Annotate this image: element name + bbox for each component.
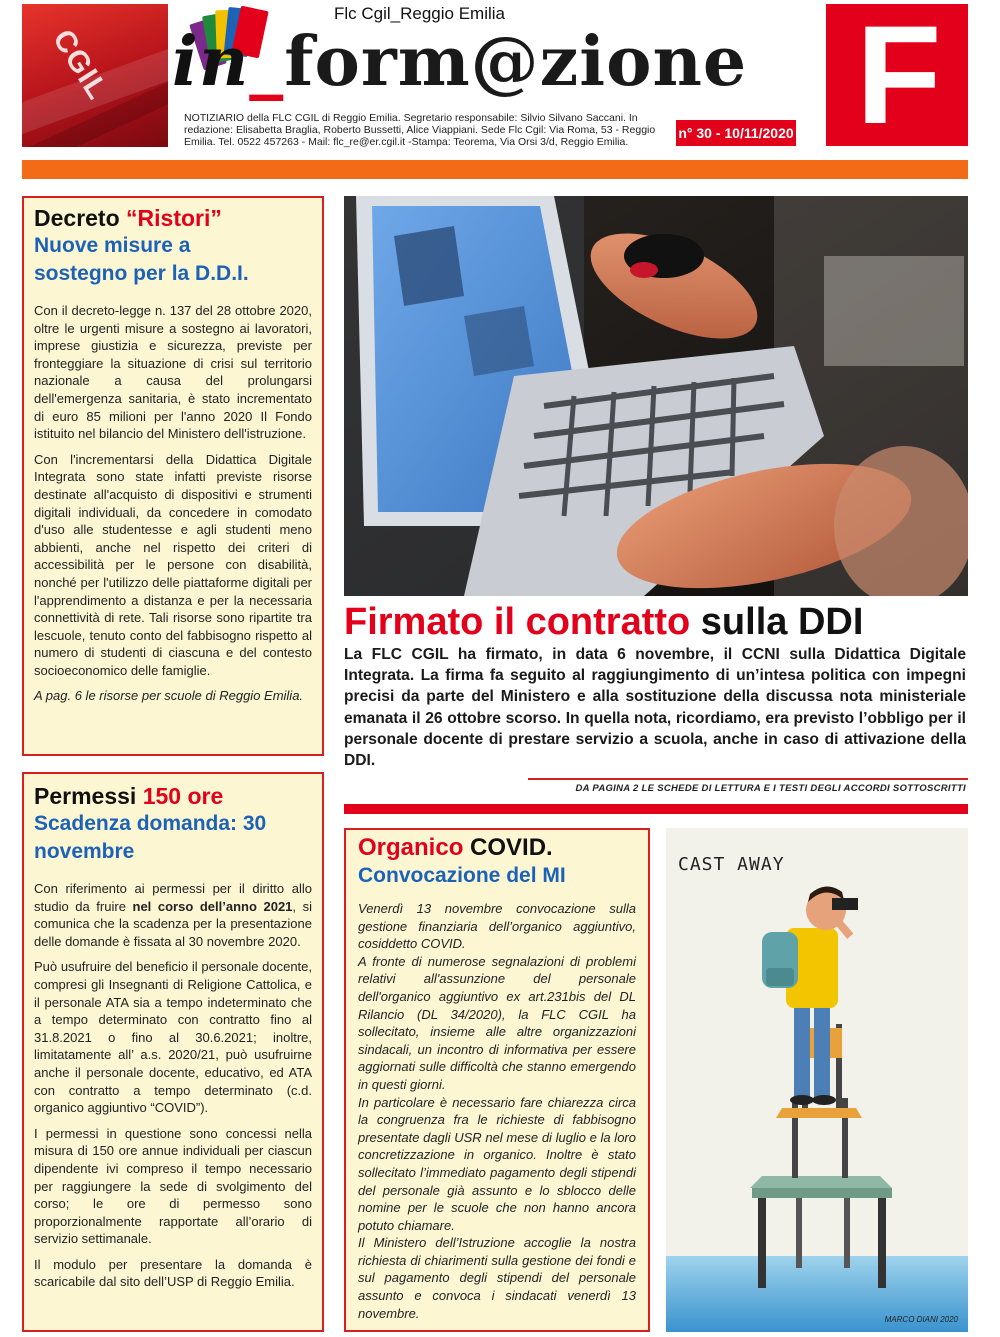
- covid-paragraph: Venerdì 13 novembre convocazione sulla gestione finanziaria dell’organico aggiuntivo, cosiddetto COVID.: [358, 901, 636, 952]
- cartoon-signature: MARCO DIANI 2020: [884, 1315, 958, 1324]
- permessi-paragraph: I permessi in questione sono concessi nella misura di 150 ore annue individuali per ciascun dipendente ivi compreso il tempo necessario per raggiungere la sede di svolgimento del corso; le ore di permesso sono proporzionalmente rapportate all’orario di servizio settimanale.: [34, 1125, 312, 1247]
- covid-subtitle: Convocazione del MI: [358, 864, 566, 887]
- main-headline: Firmato il contratto sulla DDI: [344, 601, 864, 643]
- continued-note: DA PAGINA 2 LE SCHEDE DI LETTURA E I TESTI DEGLI ACCORDI SOTTOSCRITTI: [575, 783, 966, 794]
- ristori-box: [22, 196, 324, 756]
- permessi-box: [22, 772, 324, 1332]
- permessi-paragraph: Il modulo per presentare la domanda è scaricabile dal sito dell’USP di Reggio Emilia.: [34, 1256, 312, 1290]
- flag-text: CGIL: [46, 23, 115, 106]
- issue-badge: n° 30 - 10/11/2020: [676, 120, 796, 146]
- org-line: Flc Cgil_Reggio Emilia: [334, 4, 506, 23]
- ristori-paragraph: Con il decreto-legge n. 137 del 28 ottobre 2020, oltre le urgenti misure a sostegno ai lavoratori, imprese giustizia e sicurezza, previste per fronteggiare la situazione di crisi sul territorio nazionale a causa del prolungarsi dell'emergenza sanitaria, è stato incrementato di euro 85 milioni per l'anno 2020 Il Fondo istituito nel bilancio del Ministero dell'istruzione.: [34, 303, 312, 442]
- main-lead: La FLC CGIL ha firmato, in data 6 novembre, il CCNI sulla Didattica Digitale Integrata. La firma fa seguito al raggiungimento di un’intesa politica con impegni precisi da parte del Ministero e alla sostituzione della discussa nota ministeriale emanata il 26 ottobre scorso. In quella nota, ricordiamo, era previsto l’obbligo per il personale docente di prestare servizio a scuola, anche in caso di attivazione della DDI.: [344, 646, 966, 770]
- masthead-in: in: [172, 22, 250, 102]
- divider: [528, 778, 968, 780]
- masthead-info: NOTIZIARIO della FLC CGIL di Reggio Emilia. Segretario responsabile: Silvio Silvano Saccani. In redazione: Elisabetta Braglia, Roberto Bussetti, Alice Viappiani. Sede Flc Cgil: Via Roma, 53 - Reggio Emilia. Tel. 0522 457263 - Mail: flc_re@er.cgil.it -Stampa: Teorema, Via Orsi 3/d, Reggio Emilia.: [184, 112, 656, 148]
- cast-away-cartoon: [666, 828, 968, 1332]
- covid-paragraph: Il Ministero dell’Istruzione accoglie la nostra richiesta di chiarimenti sulla gestione dei fondi e sul pagamento degli stipendi del personale assunto e convoca i sindacati venerdì 13 novembre.: [358, 1235, 636, 1321]
- covid-box: [344, 828, 650, 1332]
- photo-illustration: [344, 196, 968, 596]
- ristori-footnote: A pag. 6 le risorse per scuole di Reggio Emilia.: [34, 688, 304, 704]
- covid-title: Organico COVID.: [358, 834, 553, 861]
- ristori-title: Decreto “Ristori”: [34, 205, 222, 231]
- cgil-flag-logo: [22, 4, 168, 147]
- flc-f-logo: [826, 0, 968, 153]
- section-divider: [344, 804, 968, 814]
- permessi-paragraph: Con riferimento ai permessi per il diritto allo studio da fruire nel corso dell’anno 2021, si comunica che la scadenza per la presentazione delle domande è fissata al 30 novembre 2020.: [34, 881, 313, 949]
- masthead-title: [172, 22, 747, 102]
- ristori-subtitle: Nuove misure a sostegno per la D.D.I.: [34, 234, 249, 285]
- laptop-hands-photo: [344, 196, 968, 596]
- ristori-paragraph: Con l'incrementarsi della Didattica Digitale Integrata sono state infatti previste risorse destinate all'acquisto di dispositivi e strumenti digitali individuali, da concedere in comodato d'uso alle studentesse e agli studenti meno abbienti, anche nel rispetto dei criteri di accessibilità per le persone con disabilità, nonché per l'utilizzo delle piattaforme digitali per l'apprendimento a distanza e per la necessaria connettività di rete. Tali risorse sono ripartite tra lescuole, tenuto conto del fabbisogno rispetto al numero di studenti di ciascuna e del contesto socioeconomico delle famiglie.: [34, 451, 312, 678]
- permessi-subtitle: Scadenza domanda: 30 novembre: [34, 812, 267, 863]
- cartoon-illustration: [666, 828, 968, 1332]
- masthead-underscore: _: [249, 22, 285, 102]
- permessi-title: Permessi 150 ore: [34, 783, 224, 809]
- covid-paragraph: A fronte di numerose segnalazioni di problemi relativi all'assunzione del personale dell'organico aggiuntivo ex art.231bis del DL Rilancio (DL 34/2020), la FLC CGIL ha sollecitato, insieme alle altre organizzazioni sindacali, un incontro di informativa per essere aggiornati sulle difficoltà che stanno emergendo in questi giorni.: [358, 953, 636, 1092]
- permessi-paragraph: Può usufruire del beneficio il personale docente, compresi gli Insegnanti di Religione Cattolica, e il personale ATA sia a tempo indeterminato che a tempo determinato con contratto fino al 31.8.2021 o fino al 30.6.2021; inoltre, limitatamente all’ a.s. 2020/21, può usufruirne anche il personale docente, educativo, ed ATA con contratto a tempo determinato (c.d. organico aggiuntivo “COVID”).: [34, 959, 312, 1116]
- header-divider: [22, 160, 968, 179]
- f-letter: F: [856, 0, 942, 153]
- cartoon-title: CAST AWAY: [678, 854, 785, 875]
- covid-paragraph: In particolare è necessario fare chiarezza circa la congruenza fra le richieste di fabbisogno presentate dagli USR nel mese di luglio e la loro concretizzazione in organico. Inoltre è stato sollecitato l’immediato pagamento degli stipendi del personale già assunto e lo sblocco delle nomine per le scuole che non hanno ancora potuto chiamare.: [358, 1094, 636, 1233]
- masthead-rest: form@zione: [284, 22, 748, 102]
